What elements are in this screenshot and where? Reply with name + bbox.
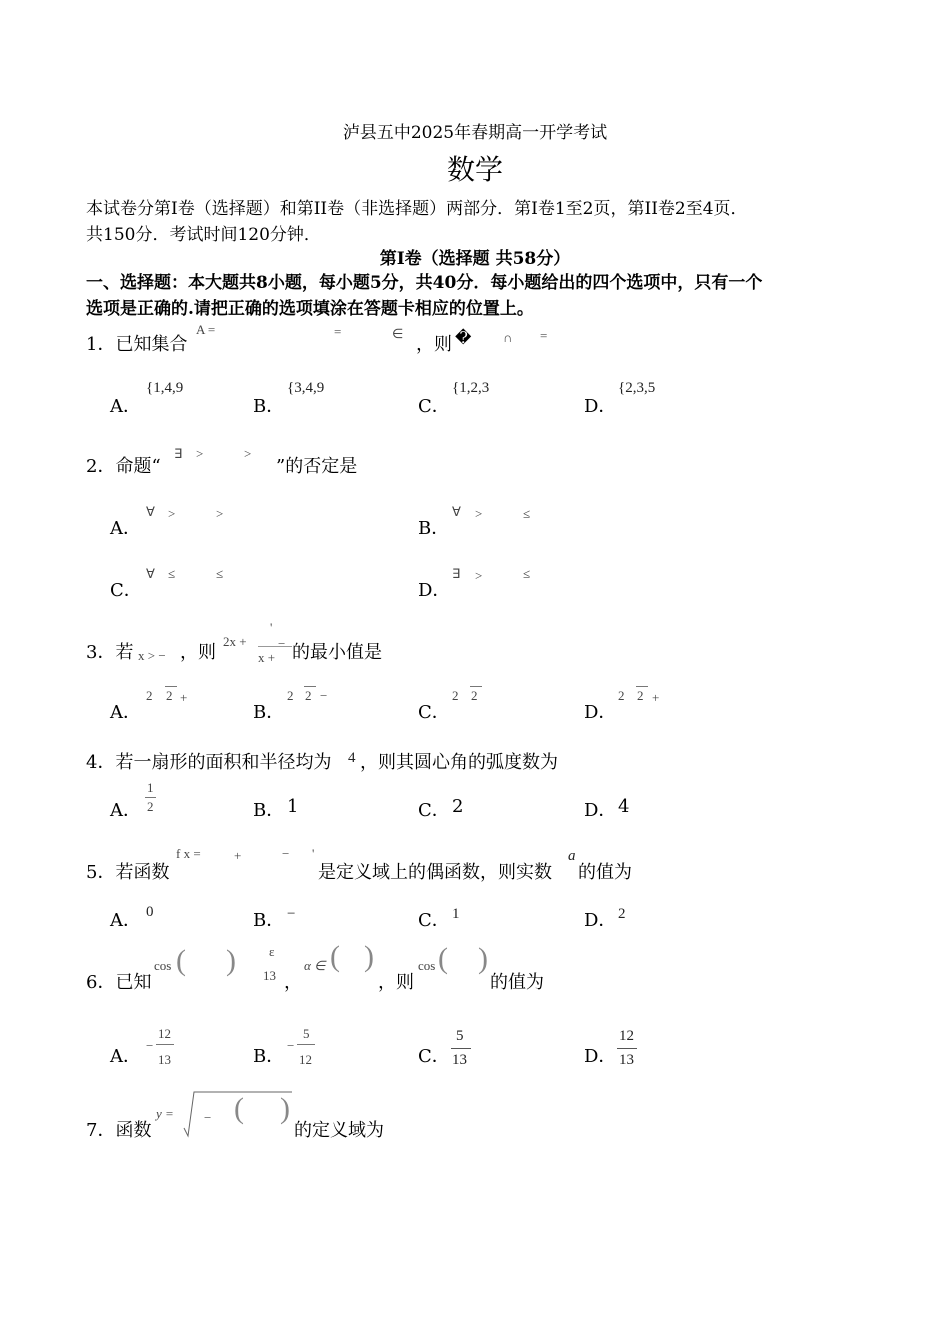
q3-option-a-m1: 2 [146, 688, 153, 703]
q6-math-cos: cos [154, 958, 172, 973]
subject-title: 数学 [446, 153, 503, 186]
q6-math-cos2: cos [418, 958, 436, 973]
q3-option-a-radical [165, 686, 177, 687]
q2-option-a-m1: ∀ [146, 504, 155, 519]
q6-math-alpha: α ∈ [304, 958, 326, 973]
q4-stem-end: ，则其圆心角的弧度数为 [360, 752, 558, 773]
q6-math-denominator: 13 [263, 968, 276, 983]
q6-interval-left: ( [330, 940, 340, 973]
q4-option-a-label[interactable]: A． [110, 800, 141, 821]
q6-option-d-denominator: 13 [619, 1052, 634, 1068]
q6-paren-left: ( [176, 944, 186, 977]
q1-math-eq: = [334, 324, 342, 339]
q3-option-d-m2: 2 [637, 688, 644, 703]
q3-option-d-m3: + [652, 690, 660, 705]
intro-line-2: 共150分．考试时间120分钟． [86, 225, 321, 245]
q2-option-c-label[interactable]: C． [110, 580, 142, 601]
q7-math-minus: − [204, 1110, 212, 1125]
q6-option-a-sign: − [146, 1038, 154, 1053]
q6-paren-right: ) [226, 944, 236, 977]
q3-option-d-label[interactable]: D． [584, 702, 617, 723]
q6-option-b-sign: − [287, 1038, 295, 1053]
part-title: 第I卷（选择题 共58分） [379, 249, 571, 269]
q2-option-c-m1: ∀ [146, 566, 155, 581]
q4-option-d-value: 4 [618, 796, 630, 817]
q3-math-condition: x > − [138, 648, 166, 663]
q3-option-c-radical [470, 686, 482, 687]
q6-option-b-label[interactable]: B． [253, 1046, 285, 1067]
q3-option-a-m3: + [180, 690, 188, 705]
q3-option-c-m1: 2 [452, 688, 459, 703]
q3-option-b-m3: − [320, 688, 328, 703]
q5-option-c-value: 1 [452, 906, 460, 922]
q1-stem: 1．已知集合 [86, 334, 188, 355]
q4-stem: 4．若一扇形的面积和半径均为 [86, 752, 332, 773]
q7-paren-left: ( [234, 1092, 244, 1125]
q6-option-d-numerator: 12 [619, 1028, 634, 1044]
q6-option-a-denominator: 13 [158, 1052, 171, 1067]
q3-option-d-radical [636, 686, 648, 687]
q1-option-d-label[interactable]: D． [584, 396, 617, 417]
q6-option-b-numerator: 5 [303, 1026, 310, 1041]
q4-option-a-numerator: 1 [147, 780, 154, 795]
q1-option-a-label[interactable]: A． [110, 396, 141, 417]
q1-math-in: ∈ [392, 326, 404, 341]
q6-option-c-denominator: 13 [452, 1052, 467, 1068]
q6-option-c-label[interactable]: C． [418, 1046, 450, 1067]
q6-option-b-denominator: 12 [299, 1052, 312, 1067]
q6-stem: 6．已知 [86, 972, 152, 993]
q6-interval-right: ) [364, 940, 374, 973]
q6-option-b-fraction-bar [297, 1044, 315, 1045]
q3-math-minus: − [278, 636, 286, 651]
q1-math-cap: ∩ [503, 330, 513, 345]
q2-option-a-m3: > [216, 506, 224, 521]
q6-option-c-numerator: 5 [456, 1028, 464, 1044]
q6-option-c-fraction-bar [451, 1048, 471, 1049]
q3-option-b-m2: 2 [305, 688, 312, 703]
q3-option-b-radical [304, 686, 316, 687]
q6-math-epsilon: ε [269, 944, 275, 959]
q3-option-a-label[interactable]: A． [110, 702, 141, 723]
q7-stem: 7．函数 [86, 1120, 152, 1141]
q1-option-c-label[interactable]: C． [418, 396, 450, 417]
q6-option-a-numerator: 12 [158, 1026, 171, 1041]
q1-math-set-a: A = [196, 322, 216, 337]
q2-option-d-m3: ≤ [523, 566, 531, 581]
q1-stem-then: ，则 [416, 334, 452, 355]
q1-option-b-value: {3,4,9 [287, 380, 325, 396]
q2-option-c-m2: ≤ [168, 566, 176, 581]
q3-option-b-m1: 2 [287, 688, 294, 703]
q1-option-c-value: {1,2,3 [452, 380, 490, 396]
q6-stem-comma: ， [284, 972, 302, 993]
q5-option-a-label[interactable]: A． [110, 910, 141, 931]
q5-math-plus: + [234, 848, 242, 863]
q2-option-a-m2: > [168, 506, 176, 521]
q3-option-c-m2: 2 [471, 688, 478, 703]
q4-math-value: 4 [348, 750, 356, 766]
q2-option-d-m1: ∃ [452, 566, 461, 581]
q2-math-exists: ∃ [174, 446, 183, 461]
section-instruction-2: 选项是正确的.请把正确的选项填涂在答题卡相应的位置上。 [86, 299, 534, 319]
q2-math-gt2: > [244, 446, 252, 461]
q4-option-d-label[interactable]: D． [584, 800, 617, 821]
q5-option-b-value: − [287, 906, 296, 922]
q5-stem-end: 的值为 [578, 862, 632, 883]
q6-option-a-fraction-bar [156, 1044, 174, 1045]
q3-option-d-m1: 2 [618, 688, 625, 703]
q3-option-a-m2: 2 [166, 688, 173, 703]
q5-math-function: f x = [176, 846, 201, 861]
q1-option-d-value: {2,3,5 [618, 380, 656, 396]
q6-paren2-right: ) [478, 942, 488, 975]
q2-stem: 2．命题“ [86, 456, 161, 477]
q5-math-minus: − [282, 846, 290, 861]
q3-math-expr: 2x + [223, 634, 247, 649]
q4-option-c-label[interactable]: C． [418, 800, 450, 821]
q5-option-d-label[interactable]: D． [584, 910, 617, 931]
q2-option-b-m3: ≤ [523, 506, 531, 521]
q1-option-a-value: {1,4,9 [146, 380, 184, 396]
q3-math-tick: ' [270, 620, 273, 635]
q3-stem-end: 的最小值是 [292, 642, 382, 663]
q5-option-a-value: 0 [146, 904, 154, 920]
q7-paren-right: ) [280, 1092, 290, 1125]
q6-stem-then: ，则 [378, 972, 414, 993]
section-instruction-1: 一、选择题：本大题共8小题，每小题5分，共40分．每小题给出的四个选项中，只有一个 [86, 273, 763, 293]
q4-option-a-denominator: 2 [147, 799, 154, 814]
q2-option-a-label[interactable]: A． [110, 518, 141, 539]
q6-option-d-label[interactable]: D． [584, 1046, 617, 1067]
q2-option-d-m2: > [475, 568, 483, 583]
q7-stem-end: 的定义域为 [294, 1120, 384, 1141]
q2-option-d-label[interactable]: D． [418, 580, 451, 601]
q5-stem-middle: 是定义域上的偶函数，则实数 [318, 862, 552, 883]
q2-option-b-m2: > [475, 506, 483, 521]
q2-option-c-m3: ≤ [216, 566, 224, 581]
q5-stem: 5．若函数 [86, 862, 170, 883]
q2-stem-end: ”的否定是 [276, 456, 358, 477]
q3-option-b-label[interactable]: B． [253, 702, 285, 723]
q3-stem-then: ，则 [180, 642, 216, 663]
q4-option-c-value: 2 [452, 796, 464, 817]
q3-stem: 3．若 [86, 642, 134, 663]
exam-title: 泸县五中2025年春期高一开学考试 [342, 123, 608, 143]
q6-option-a-label[interactable]: A． [110, 1046, 141, 1067]
q2-option-b-label[interactable]: B． [418, 518, 450, 539]
q5-math-a: a [568, 848, 576, 864]
q6-stem-end: 的值为 [490, 972, 544, 993]
q5-option-d-value: 2 [618, 906, 626, 922]
q5-option-c-label[interactable]: C． [418, 910, 450, 931]
q6-option-d-fraction-bar [617, 1048, 637, 1049]
q3-fraction-bar [258, 646, 292, 647]
q3-option-c-label[interactable]: C． [418, 702, 450, 723]
q4-option-b-label[interactable]: B． [253, 800, 285, 821]
q4-option-a-fraction-bar [145, 797, 156, 798]
q1-replacement-glyph: � [455, 328, 472, 347]
q6-paren2-left: ( [438, 942, 448, 975]
q5-math-tick: ' [312, 846, 315, 861]
q7-math-y: y = [156, 1106, 174, 1121]
q2-option-b-m1: ∀ [452, 504, 461, 519]
q5-option-b-label[interactable]: B． [253, 910, 285, 931]
q2-math-gt1: > [196, 446, 204, 461]
q1-option-b-label[interactable]: B． [253, 396, 285, 417]
intro-line-1: 本试卷分第I卷（选择题）和第II卷（非选择题）两部分．第I卷1至2页，第II卷2至4页． [86, 199, 748, 219]
q4-option-b-value: 1 [287, 796, 299, 817]
q1-math-eq2: = [540, 328, 548, 343]
q3-math-denominator: x + [258, 650, 276, 665]
